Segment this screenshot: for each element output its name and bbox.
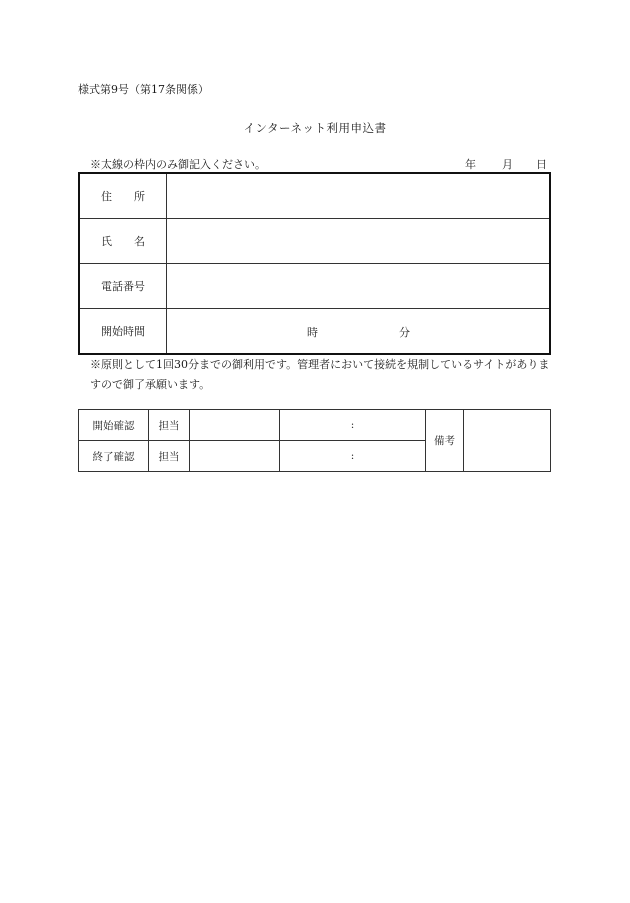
fill-in-note: ※太線の枠内のみ御記入ください。 <box>90 158 266 171</box>
phone-field[interactable] <box>167 264 551 309</box>
address-label: 住 所 <box>101 190 145 203</box>
remarks-label: 備考 <box>426 410 464 472</box>
hour-unit-label: 時 <box>307 326 318 339</box>
date-year-label: 年 <box>465 158 476 171</box>
end-staff-label: 担当 <box>149 441 190 472</box>
start-time-sep[interactable]: : <box>280 410 426 441</box>
end-confirm-label: 終了確認 <box>79 441 149 472</box>
name-label: 氏 名 <box>101 235 145 248</box>
phone-label: 電話番号 <box>79 264 167 309</box>
name-field[interactable] <box>167 219 551 264</box>
phone-row <box>79 264 550 309</box>
end-time-sep[interactable]: : <box>280 441 426 472</box>
remarks-field[interactable] <box>464 410 551 472</box>
date-month-label: 月 <box>502 158 513 171</box>
start-time-row <box>79 309 550 355</box>
name-row <box>79 219 550 264</box>
minute-unit-label: 分 <box>399 326 410 339</box>
date-day-label: 日 <box>536 158 547 171</box>
application-form-table <box>78 172 551 355</box>
confirmation-table <box>78 409 551 472</box>
form-number: 様式第9号（第17条関係） <box>78 83 209 96</box>
start-staff-field[interactable] <box>190 410 280 441</box>
address-field[interactable] <box>167 173 551 219</box>
address-row <box>79 173 550 219</box>
usage-note: ※原則として1回30分までの御利用です。管理者において接続を規制しているサイトがありますので御了承願います。 <box>90 358 550 391</box>
end-staff-field[interactable] <box>190 441 280 472</box>
start-staff-label: 担当 <box>149 410 190 441</box>
page-title: インターネット利用申込書 <box>243 121 387 135</box>
start-time-label: 開始時間 <box>79 309 167 355</box>
start-confirm-label: 開始確認 <box>79 410 149 441</box>
start-confirm-row <box>79 410 551 441</box>
start-time-field[interactable] <box>167 309 551 355</box>
